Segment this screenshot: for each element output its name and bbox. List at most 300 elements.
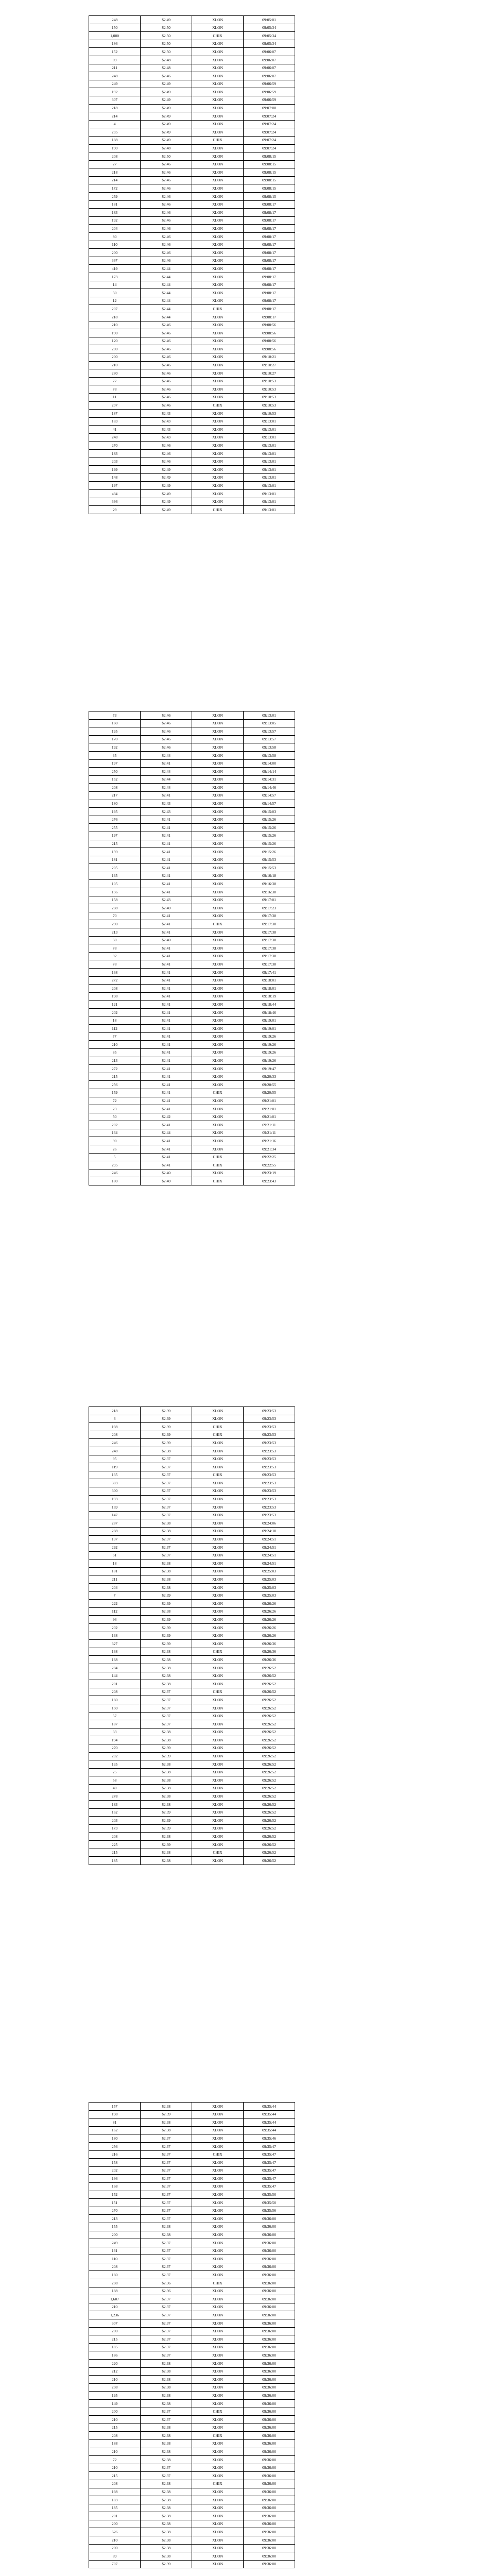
quantity-cell: 5: [89, 1153, 141, 1161]
table-row: [89, 1105, 295, 1113]
quantity-cell: 199: [89, 466, 141, 474]
venue-cell: XLON: [192, 1672, 244, 1680]
time-cell: 09:36:00: [244, 2351, 295, 2360]
venue-cell: XLON: [192, 816, 244, 824]
time-cell: 09:23:53: [244, 1463, 295, 1471]
table-row: [89, 2408, 295, 2416]
table-row: [89, 433, 295, 442]
quantity-cell: 211: [89, 1575, 141, 1584]
quantity-cell: 208: [89, 2263, 141, 2271]
venue-cell: XLON: [192, 2295, 244, 2303]
time-cell: 09:07:24: [244, 128, 295, 137]
venue-cell: XLON: [192, 96, 244, 104]
price-cell: $2.38: [141, 1575, 192, 1584]
quantity-cell: 288: [89, 1527, 141, 1535]
table-row: [89, 904, 295, 912]
venue-cell: XLON: [192, 1121, 244, 1129]
table-row: [89, 2464, 295, 2472]
time-cell: 09:36:00: [244, 2392, 295, 2400]
price-cell: $2.46: [141, 711, 192, 720]
time-cell: 09:18:01: [244, 985, 295, 993]
price-cell: $2.37: [141, 2343, 192, 2351]
venue-cell: XLON: [192, 1503, 244, 1512]
venue-cell: XLON: [192, 2311, 244, 2319]
venue-cell: CHIX: [192, 1431, 244, 1439]
quantity-cell: 249: [89, 2239, 141, 2247]
time-cell: 09:21:16: [244, 1137, 295, 1145]
time-cell: 09:07:24: [244, 136, 295, 144]
price-cell: $2.46: [141, 442, 192, 450]
table-row: [89, 2360, 295, 2368]
quantity-cell: 112: [89, 1025, 141, 1033]
quantity-cell: 270: [89, 442, 141, 450]
table-row: [89, 1744, 295, 1752]
quantity-cell: 72: [89, 1097, 141, 1105]
quantity-cell: 50: [89, 936, 141, 944]
quantity-cell: 180: [89, 1177, 141, 1185]
time-cell: 09:10:53: [244, 410, 295, 418]
venue-cell: XLON: [192, 2134, 244, 2143]
price-cell: $2.41: [141, 969, 192, 977]
quantity-cell: 218: [89, 104, 141, 112]
quantity-cell: 287: [89, 1519, 141, 1528]
quantity-cell: 214: [89, 112, 141, 121]
time-cell: 09:23:53: [244, 1455, 295, 1463]
venue-cell: XLON: [192, 1073, 244, 1081]
time-cell: 09:36:00: [244, 2408, 295, 2416]
quantity-cell: 168: [89, 969, 141, 977]
table-row: [89, 1527, 295, 1535]
time-cell: 09:26:52: [244, 1760, 295, 1769]
time-cell: 09:35:56: [244, 2207, 295, 2215]
venue-cell: XLON: [192, 193, 244, 201]
trades-table-body: [89, 2103, 295, 2568]
time-cell: 09:26:52: [244, 1704, 295, 1712]
venue-cell: XLON: [192, 1008, 244, 1016]
price-cell: $2.39: [141, 1624, 192, 1632]
table-row: [89, 353, 295, 361]
table-row: [89, 1648, 295, 1656]
venue-cell: XLON: [192, 1833, 244, 1841]
venue-cell: XLON: [192, 417, 244, 426]
quantity-cell: 210: [89, 2303, 141, 2311]
time-cell: 09:36:00: [244, 2327, 295, 2335]
table-row: [89, 2142, 295, 2150]
table-row: [89, 2376, 295, 2384]
time-cell: 09:07:24: [244, 120, 295, 128]
table-row: [89, 2528, 295, 2536]
time-cell: 09:13:58: [244, 751, 295, 759]
time-cell: 09:14:31: [244, 775, 295, 784]
table-row: [89, 2150, 295, 2159]
venue-cell: XLON: [192, 1032, 244, 1041]
time-cell: 09:08:17: [244, 289, 295, 297]
table-row: [89, 393, 295, 401]
quantity-cell: 200: [89, 2544, 141, 2552]
venue-cell: CHIX: [192, 1423, 244, 1431]
time-cell: 09:26:52: [244, 1720, 295, 1728]
quantity-cell: 208: [89, 2383, 141, 2392]
time-cell: 09:20:55: [244, 1089, 295, 1097]
time-cell: 09:05:34: [244, 40, 295, 48]
time-cell: 09:36:00: [244, 2399, 295, 2408]
price-cell: $2.37: [141, 2335, 192, 2344]
price-cell: $2.44: [141, 273, 192, 281]
table-row: [89, 1447, 295, 1455]
table-row: [89, 1081, 295, 1089]
venue-cell: XLON: [192, 2239, 244, 2247]
quantity-cell: 201: [89, 1680, 141, 1688]
price-cell: $2.41: [141, 992, 192, 1001]
table-row: [89, 88, 295, 96]
table-row: [89, 2287, 295, 2295]
price-cell: $2.38: [141, 2432, 192, 2440]
venue-cell: XLON: [192, 144, 244, 152]
quantity-cell: 200: [89, 2520, 141, 2528]
table-row: [89, 457, 295, 466]
price-cell: $2.39: [141, 1632, 192, 1640]
time-cell: 09:08:15: [244, 168, 295, 177]
venue-cell: XLON: [192, 944, 244, 953]
venue-cell: XLON: [192, 40, 244, 48]
time-cell: 09:23:53: [244, 1511, 295, 1519]
venue-cell: XLON: [192, 369, 244, 378]
venue-cell: XLON: [192, 2175, 244, 2183]
table-row: [89, 1688, 295, 1696]
quantity-cell: 41: [89, 426, 141, 434]
quantity-cell: 215: [89, 2424, 141, 2432]
price-cell: $2.50: [141, 24, 192, 32]
venue-cell: XLON: [192, 2247, 244, 2255]
table-row: [89, 2134, 295, 2143]
venue-cell: XLON: [192, 2166, 244, 2175]
time-cell: 09:13:01: [244, 482, 295, 490]
venue-cell: XLON: [192, 1607, 244, 1616]
table-row: [89, 32, 295, 40]
table-row: [89, 2207, 295, 2215]
venue-cell: XLON: [192, 1527, 244, 1535]
price-cell: $2.46: [141, 727, 192, 736]
time-cell: 09:10:53: [244, 393, 295, 401]
quantity-cell: 202: [89, 1752, 141, 1760]
price-cell: $2.37: [141, 1471, 192, 1479]
price-cell: $2.46: [141, 176, 192, 184]
venue-cell: XLON: [192, 1600, 244, 1608]
table-row: [89, 2191, 295, 2199]
time-cell: 09:36:00: [244, 2512, 295, 2520]
price-cell: $2.39: [141, 1808, 192, 1817]
time-cell: 09:23:53: [244, 1447, 295, 1455]
quantity-cell: 187: [89, 1720, 141, 1728]
time-cell: 09:08:56: [244, 321, 295, 329]
time-cell: 09:08:17: [244, 305, 295, 313]
venue-cell: XLON: [192, 864, 244, 872]
quantity-cell: 200: [89, 345, 141, 353]
time-cell: 09:10:53: [244, 377, 295, 385]
table-row: [89, 1041, 295, 1049]
time-cell: 09:13:01: [244, 457, 295, 466]
venue-cell: XLON: [192, 976, 244, 985]
price-cell: $2.38: [141, 2360, 192, 2368]
price-cell: $2.46: [141, 225, 192, 233]
venue-cell: XLON: [192, 289, 244, 297]
quantity-cell: 494: [89, 490, 141, 498]
time-cell: 09:05:34: [244, 32, 295, 40]
time-cell: 09:36:00: [244, 2271, 295, 2279]
price-cell: $2.41: [141, 848, 192, 856]
quantity-cell: 90: [89, 1137, 141, 1145]
table-row: [89, 2351, 295, 2360]
table-row: [89, 200, 295, 209]
price-cell: $2.38: [141, 2383, 192, 2392]
venue-cell: XLON: [192, 751, 244, 759]
venue-cell: XLON: [192, 2416, 244, 2424]
price-cell: $2.37: [141, 1535, 192, 1544]
quantity-cell: 183: [89, 417, 141, 426]
quantity-cell: 195: [89, 808, 141, 816]
quantity-cell: 367: [89, 257, 141, 265]
price-cell: $2.38: [141, 2520, 192, 2528]
table-row: [89, 1431, 295, 1439]
price-cell: $2.37: [141, 2303, 192, 2311]
table-row: [89, 1519, 295, 1528]
table-row: [89, 775, 295, 784]
time-cell: 09:20:55: [244, 1081, 295, 1089]
venue-cell: XLON: [192, 466, 244, 474]
venue-cell: CHIX: [192, 1849, 244, 1857]
price-cell: $2.41: [141, 1097, 192, 1105]
price-cell: $2.46: [141, 329, 192, 337]
table-row: [89, 369, 295, 378]
venue-cell: CHIX: [192, 1471, 244, 1479]
trades-table: [89, 2102, 295, 2568]
time-cell: 09:17:38: [244, 912, 295, 920]
time-cell: 09:05:01: [244, 16, 295, 24]
price-cell: $2.46: [141, 337, 192, 345]
venue-cell: XLON: [192, 2560, 244, 2568]
time-cell: 09:26:36: [244, 1640, 295, 1648]
quantity-cell: 159: [89, 1089, 141, 1097]
venue-cell: XLON: [192, 1712, 244, 1720]
price-cell: $2.41: [141, 1032, 192, 1041]
quantity-cell: 222: [89, 1600, 141, 1608]
table-row: [89, 136, 295, 144]
price-cell: $2.41: [141, 960, 192, 969]
price-cell: $2.38: [141, 2223, 192, 2231]
table-row: [89, 727, 295, 736]
price-cell: $2.38: [141, 2552, 192, 2561]
price-cell: $2.37: [141, 2247, 192, 2255]
price-cell: $2.39: [141, 2560, 192, 2568]
time-cell: 09:36:00: [244, 2360, 295, 2368]
venue-cell: XLON: [192, 1016, 244, 1025]
price-cell: $2.37: [141, 1487, 192, 1495]
venue-cell: XLON: [192, 2207, 244, 2215]
venue-cell: XLON: [192, 1048, 244, 1057]
quantity-cell: 208: [89, 784, 141, 792]
quantity-cell: 168: [89, 1648, 141, 1656]
venue-cell: XLON: [192, 410, 244, 418]
time-cell: 09:35:44: [244, 2110, 295, 2119]
table-row: [89, 40, 295, 48]
quantity-cell: 192: [89, 88, 141, 96]
time-cell: 09:18:44: [244, 1001, 295, 1009]
venue-cell: XLON: [192, 1584, 244, 1592]
quantity-cell: 137: [89, 1535, 141, 1544]
price-cell: $2.40: [141, 1177, 192, 1185]
quantity-cell: 135: [89, 1471, 141, 1479]
price-cell: $2.37: [141, 2142, 192, 2150]
quantity-cell: 18: [89, 1016, 141, 1025]
table-row: [89, 1817, 295, 1825]
venue-cell: XLON: [192, 791, 244, 800]
venue-cell: XLON: [192, 200, 244, 209]
table-row: [89, 1857, 295, 1865]
table-row: [89, 401, 295, 410]
price-cell: $2.41: [141, 1008, 192, 1016]
quantity-cell: 208: [89, 2480, 141, 2488]
venue-cell: XLON: [192, 112, 244, 121]
price-cell: $2.37: [141, 1712, 192, 1720]
table-row: [89, 321, 295, 329]
time-cell: 09:19:26: [244, 1041, 295, 1049]
quantity-cell: 205: [89, 128, 141, 137]
time-cell: 09:24:51: [244, 1535, 295, 1544]
price-cell: $2.38: [141, 1527, 192, 1535]
table-row: [89, 992, 295, 1001]
quantity-cell: 78: [89, 960, 141, 969]
table-row: [89, 1113, 295, 1121]
table-row: [89, 1551, 295, 1560]
venue-cell: XLON: [192, 784, 244, 792]
time-cell: 09:23:53: [244, 1487, 295, 1495]
price-cell: $2.37: [141, 2416, 192, 2424]
price-cell: $2.38: [141, 2392, 192, 2400]
price-cell: $2.39: [141, 1841, 192, 1849]
venue-cell: XLON: [192, 2199, 244, 2207]
quantity-cell: 6: [89, 1415, 141, 1423]
time-cell: 09:36:00: [244, 2247, 295, 2255]
venue-cell: XLON: [192, 1113, 244, 1121]
table-row: [89, 1801, 295, 1809]
venue-cell: XLON: [192, 2552, 244, 2561]
price-cell: $2.43: [141, 896, 192, 904]
table-row: [89, 2399, 295, 2408]
table-row: [89, 1032, 295, 1041]
time-cell: 09:08:15: [244, 176, 295, 184]
table-row: [89, 800, 295, 808]
venue-cell: XLON: [192, 1640, 244, 1648]
time-cell: 09:17:38: [244, 952, 295, 960]
quantity-cell: 33: [89, 1728, 141, 1736]
quantity-cell: 173: [89, 273, 141, 281]
quantity-cell: 195: [89, 2392, 141, 2400]
quantity-cell: 121: [89, 1001, 141, 1009]
price-cell: $2.48: [141, 56, 192, 64]
time-cell: 09:23:53: [244, 1503, 295, 1512]
price-cell: $2.46: [141, 168, 192, 177]
time-cell: 09:23:53: [244, 1439, 295, 1447]
table-row: [89, 128, 295, 137]
time-cell: 09:36:00: [244, 2343, 295, 2351]
table-row: [89, 1752, 295, 1760]
time-cell: 09:25:03: [244, 1591, 295, 1600]
table-row: [89, 2504, 295, 2512]
table-row: [89, 2215, 295, 2223]
table-row: [89, 1057, 295, 1065]
quantity-cell: 202: [89, 1008, 141, 1016]
quantity-cell: 208: [89, 904, 141, 912]
price-cell: $2.37: [141, 2472, 192, 2480]
table-row: [89, 160, 295, 168]
venue-cell: XLON: [192, 313, 244, 321]
table-row: [89, 2271, 295, 2279]
table-row: [89, 1025, 295, 1033]
price-cell: $2.38: [141, 1560, 192, 1568]
price-cell: $2.37: [141, 1495, 192, 1503]
time-cell: 09:36:00: [244, 2488, 295, 2496]
time-cell: 09:26:52: [244, 1736, 295, 1744]
time-cell: 09:15:26: [244, 832, 295, 840]
venue-cell: XLON: [192, 1784, 244, 1792]
venue-cell: XLON: [192, 1744, 244, 1752]
venue-cell: XLON: [192, 1511, 244, 1519]
time-cell: 09:08:56: [244, 329, 295, 337]
venue-cell: CHIX: [192, 1089, 244, 1097]
time-cell: 09:36:00: [244, 2295, 295, 2303]
price-cell: $2.46: [141, 353, 192, 361]
price-cell: $2.46: [141, 241, 192, 249]
venue-cell: XLON: [192, 168, 244, 177]
price-cell: $2.38: [141, 2528, 192, 2536]
table-row: [89, 1439, 295, 1447]
time-cell: 09:26:52: [244, 1744, 295, 1752]
venue-cell: XLON: [192, 2424, 244, 2432]
quantity-cell: 284: [89, 1664, 141, 1672]
time-cell: 09:22:25: [244, 1153, 295, 1161]
time-cell: 09:21:34: [244, 1145, 295, 1154]
venue-cell: XLON: [192, 433, 244, 442]
time-cell: 09:13:01: [244, 473, 295, 482]
price-cell: $2.41: [141, 1073, 192, 1081]
venue-cell: XLON: [192, 1624, 244, 1632]
venue-cell: XLON: [192, 888, 244, 896]
venue-cell: XLON: [192, 80, 244, 88]
time-cell: 09:26:52: [244, 1752, 295, 1760]
venue-cell: XLON: [192, 1495, 244, 1503]
quantity-cell: 210: [89, 2376, 141, 2384]
time-cell: 09:08:17: [244, 281, 295, 289]
quantity-cell: 1,607: [89, 2295, 141, 2303]
price-cell: $2.44: [141, 751, 192, 759]
price-cell: $2.38: [141, 1680, 192, 1688]
table-row: [89, 1001, 295, 1009]
price-cell: $2.46: [141, 345, 192, 353]
quantity-cell: 147: [89, 1511, 141, 1519]
quantity-cell: 51: [89, 1551, 141, 1560]
table-row: [89, 184, 295, 193]
quantity-cell: 210: [89, 1041, 141, 1049]
quantity-cell: 218: [89, 168, 141, 177]
quantity-cell: 73: [89, 711, 141, 720]
price-cell: $2.41: [141, 1048, 192, 1057]
time-cell: 09:19:26: [244, 1048, 295, 1057]
price-cell: $2.37: [141, 1544, 192, 1552]
time-cell: 09:13:01: [244, 442, 295, 450]
time-cell: 09:06:07: [244, 56, 295, 64]
time-cell: 09:35:47: [244, 2175, 295, 2183]
table-row: [89, 2520, 295, 2528]
